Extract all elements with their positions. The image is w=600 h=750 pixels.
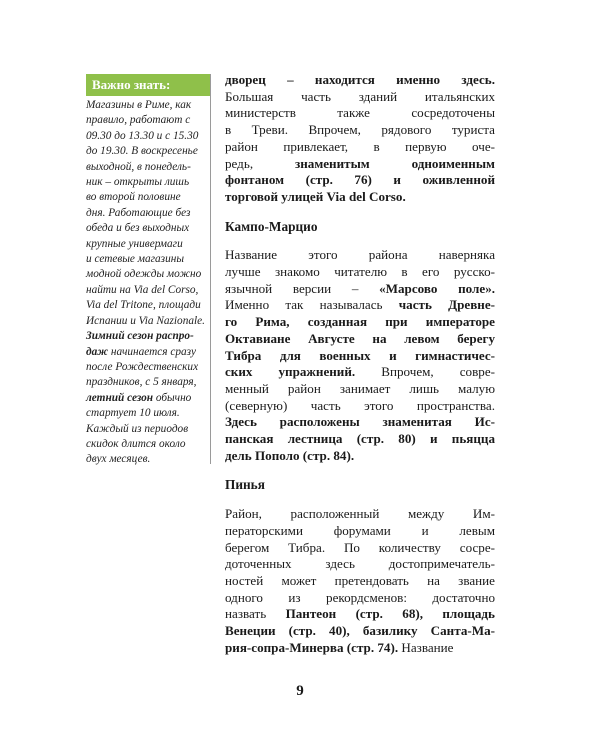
page-number: 9: [296, 683, 304, 699]
bold-line: Октавиане Августе на левом берегу: [225, 330, 495, 346]
text-line: (северную) часть этого пространства.: [225, 397, 495, 413]
sidebar-line: правило, работают с: [86, 114, 191, 127]
sidebar-line: скидок длится около: [86, 437, 186, 450]
bold-phrase: Пантеон (стр. 68), площадь: [285, 606, 495, 622]
bold-phrase: рия-сопра-Минерва (стр. 74).: [225, 639, 399, 655]
bold-phrase: ских упражнений.: [225, 364, 356, 380]
text-line: [225, 297, 495, 314]
sidebar-line: Испании и Via Nazionale.: [86, 314, 205, 327]
text-line: [225, 281, 495, 298]
text-line: [225, 72, 495, 89]
sidebar-line: обеда и без выходных: [86, 222, 190, 235]
bold-line: го Рима, созданная при императоре: [225, 314, 495, 330]
text-line: [225, 172, 495, 189]
sidebar-line: дня. Работающие без: [86, 206, 191, 219]
sidebar-line: крупные универмаги: [86, 237, 183, 250]
text-line: [225, 348, 495, 365]
text-line: [225, 623, 495, 640]
text-line: Название этого района наверняка: [225, 247, 495, 263]
paragraph-campo-marzio: [225, 247, 495, 464]
sidebar-line: и сетевые магазины: [86, 253, 184, 266]
bold-phrase: летний сезон: [86, 391, 154, 404]
bold-phrase: часть Древне-: [398, 297, 495, 313]
text-line: ператорскими форумами и левым: [225, 522, 495, 538]
text-line: берегом Тибра. По количеству сосре-: [225, 539, 495, 555]
text-line: лучше знакомо читателю в его русско-: [225, 264, 495, 280]
sidebar-line: двух месяцев.: [86, 453, 151, 466]
sidebar-line: [86, 345, 201, 360]
sidebar-line: ник – открыты лишь: [86, 176, 190, 189]
paragraph-pigna: [225, 506, 495, 656]
text-line: одного из рекордсменов: достаточно: [225, 589, 495, 605]
text-line: министерств также сосредоточены: [225, 105, 495, 121]
text-line: [225, 364, 495, 381]
sidebar-line: найти на Via del Corso,: [86, 283, 199, 296]
sidebar-line: [86, 391, 201, 406]
line-start: Именно так называлась: [225, 297, 399, 313]
sidebar-line: праздников, с 5 января,: [86, 376, 197, 389]
bold-phrase: даж: [86, 345, 109, 358]
sidebar-line: 09.30 до 13.30 и с 15.30: [86, 129, 199, 142]
text-line: менный район занимает лишь малую: [225, 380, 495, 396]
text-line: [225, 314, 495, 331]
sidebar-line: Каждый из периодов: [86, 422, 189, 435]
sidebar-line: Магазины в Риме, как: [86, 99, 192, 111]
text-line: [225, 640, 495, 657]
sidebar-line: после Рождественских: [86, 360, 199, 373]
line-start: назвать: [225, 606, 286, 622]
text-line: [225, 606, 495, 623]
sidebar-note: [86, 74, 211, 464]
line-rest: Впрочем, совре-: [355, 364, 495, 380]
sidebar-title: Важно знать:: [86, 74, 210, 96]
line-rest: начинается сразу: [108, 345, 197, 358]
text-line: [225, 331, 495, 348]
sidebar-line: до 19.30. В воскресенье: [86, 145, 198, 158]
text-line: [225, 431, 495, 448]
section-heading-campo-marzio: Кампо-Марцио: [225, 218, 318, 234]
text-line: Большая часть зданий итальянских: [225, 88, 495, 104]
bold-line: торговой улицей Via del Corso.: [225, 188, 406, 204]
bold-phrase: Зимний сезон распро-: [86, 330, 194, 343]
text-line: район привлекает, в первую оче-: [225, 138, 495, 154]
text-line: [225, 448, 495, 465]
bold-line: дель Пополо (стр. 84).: [225, 447, 355, 463]
main-column: [225, 72, 495, 657]
bold-phrase: «Марсово поле».: [379, 280, 496, 296]
sidebar-line: модной одежды можно: [86, 268, 202, 281]
sidebar-text: [86, 96, 207, 468]
sidebar-line: [86, 329, 201, 344]
text-line: [225, 414, 495, 431]
bold-phrase: знаменитым одноименным: [294, 155, 495, 171]
text-line: [225, 156, 495, 173]
bold-line: дворец – находится именно здесь.: [225, 72, 495, 87]
sidebar-line: выходной, в понедель-: [86, 160, 191, 173]
bold-line: фонтаном (стр. 76) и оживленной: [225, 172, 495, 188]
sidebar-line: стартует 10 июля.: [86, 407, 180, 420]
paragraph-trevi: [225, 72, 495, 206]
line-start: редь,: [225, 155, 295, 171]
bold-line: Венеции (стр. 40), базилику Санта-Ма-: [225, 623, 495, 639]
bold-line: Здесь расположены знаменитая Ис-: [225, 414, 495, 430]
sidebar-line: Via del Tritone, площади: [86, 299, 201, 312]
line-start: язычной версии –: [225, 280, 380, 296]
text-line: доточенных здесь достопримечатель-: [225, 556, 495, 572]
sidebar-line: во второй половине: [86, 191, 181, 204]
bold-line: панская лестница (стр. 80) и пьяцца: [225, 431, 495, 447]
section-heading-pigna: Пинья: [225, 477, 265, 493]
text-line: в Треви. Впрочем, рядового туриста: [225, 122, 495, 138]
line-rest: Название: [398, 639, 454, 655]
text-line: [225, 189, 495, 206]
line-rest: обычно: [153, 391, 192, 404]
bold-line: Тибра для военных и гимнастичес-: [225, 347, 495, 363]
text-line: Район, расположенный между Им-: [225, 506, 495, 522]
text-line: ностей может претендовать на звание: [225, 572, 495, 588]
